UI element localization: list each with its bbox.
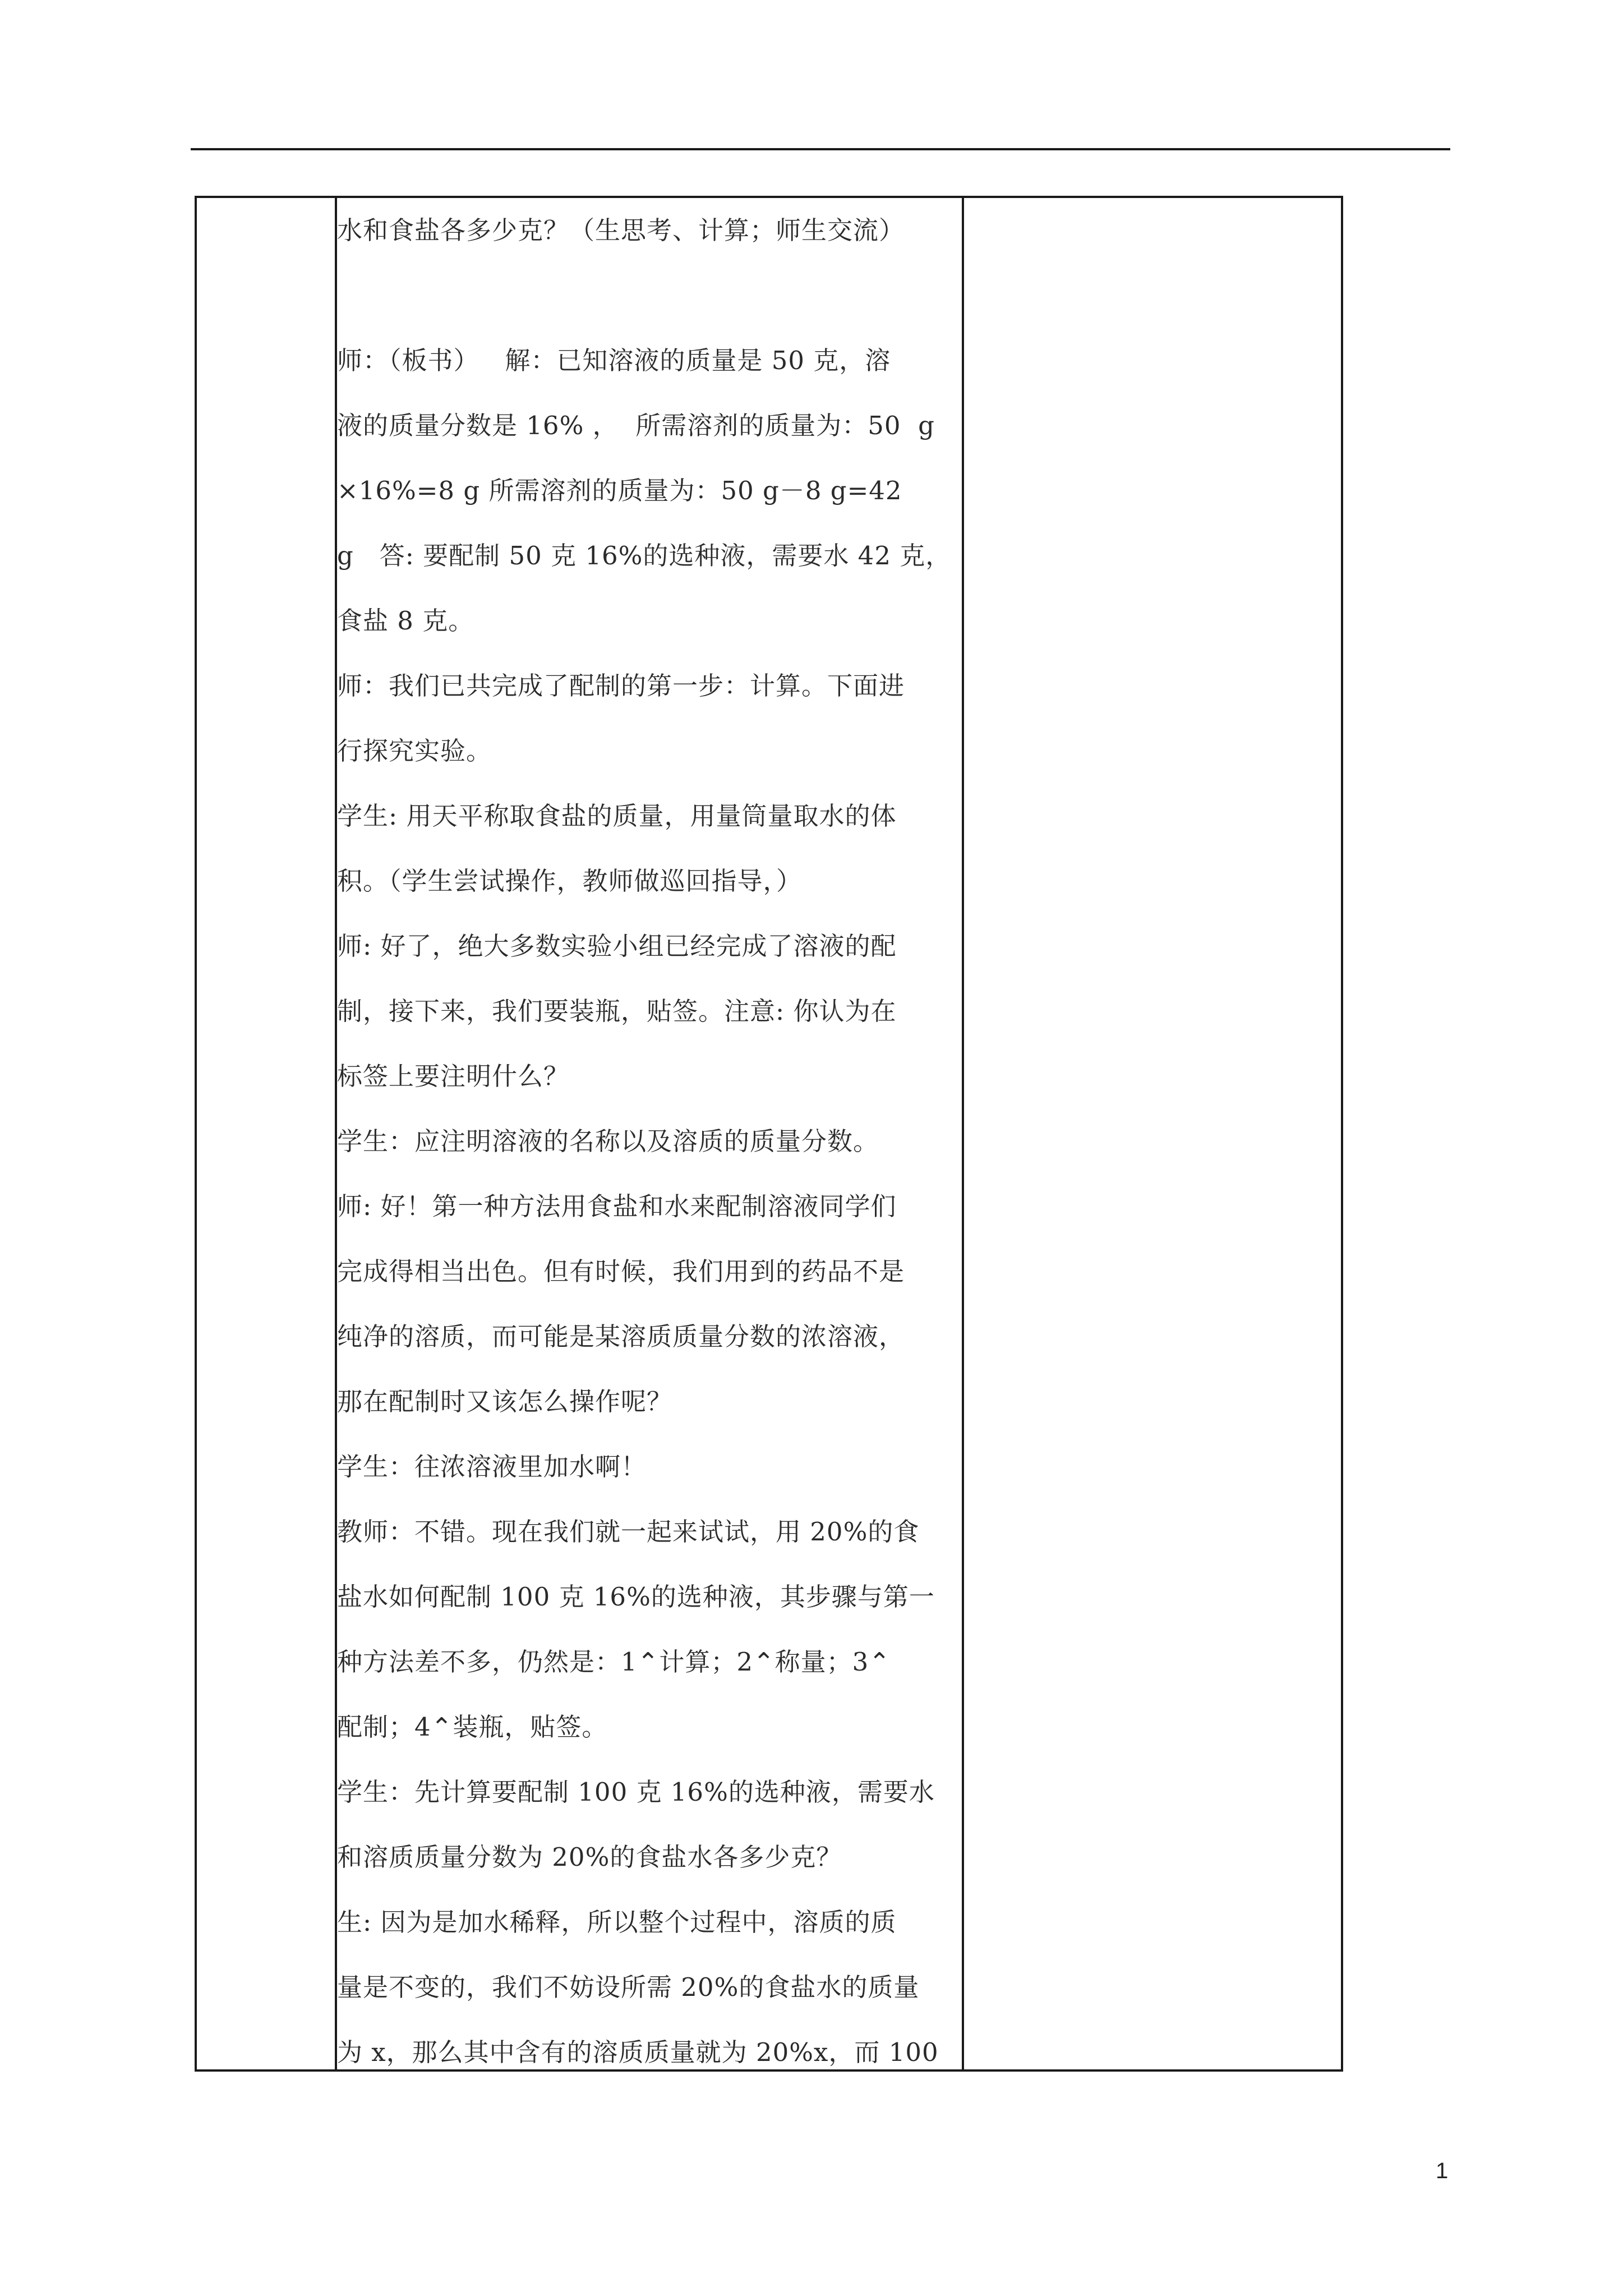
text-line: 盐水如何配制 100 克 16%的选种液，其步骤与第一 [337, 1582, 935, 1612]
text-line: 师: 好了，绝大多数实验小组已经完成了溶液的配 [337, 931, 897, 961]
text-line: g 答: 要配制 50 克 16%的选种液，需要水 42 克， [337, 541, 952, 570]
text-line: 师: 好！第一种方法用食盐和水来配制溶液同学们 [337, 1191, 897, 1221]
text-line: 标签上要注明什么？ [337, 1061, 570, 1091]
text-line: 师：（板书） 解：已知溶液的质量是 50 克，溶 [337, 346, 891, 375]
text-line: 为 x，那么其中含有的溶质质量就为 20%x，而 100 [337, 2037, 939, 2067]
text-line [337, 279, 964, 312]
page-number: 1 [1436, 2159, 1449, 2183]
text-line: 和溶质质量分数为 20%的食盐水各多少克？ [337, 1842, 842, 1872]
text-line: 液的质量分数是 16% ， 所需溶剂的质量为：50 g [337, 411, 935, 440]
table-column-left [197, 198, 337, 2069]
text-line: 积。（学生尝试操作，教师做巡回指导，） [337, 866, 803, 896]
table-column-content [337, 198, 964, 2069]
lesson-table [195, 196, 1343, 2072]
text-line: 水和食盐各多少克？（生思考、计算；师生交流） [337, 215, 905, 245]
text-line: 纯净的溶质，而可能是某溶质质量分数的浓溶液， [337, 1322, 905, 1351]
text-line: 教师：不错。现在我们就一起来试试，用 20%的食 [337, 1517, 920, 1547]
text-line: 学生: 用天平称取食盐的质量，用量筒量取水的体 [337, 801, 897, 831]
text-line: 食盐 8 克。 [337, 606, 474, 636]
text-line: 师：我们已共完成了配制的第一步：计算。下面进 [337, 671, 905, 701]
text-line: 学生：往浓溶液里加水啊！ [337, 1452, 647, 1481]
text-line: 行探究实验。 [337, 736, 492, 766]
text-line: ×16%=8 g 所需溶剂的质量为：50 g－8 g=42 [337, 476, 902, 505]
text-line: 制，接下来，我们要装瓶，贴签。注意: 你认为在 [337, 996, 897, 1026]
header-rule [191, 148, 1450, 150]
text-line: 配制；4⌃装瓶，贴签。 [337, 1712, 608, 1742]
table-column-right [964, 198, 1341, 2069]
text-line: 那在配制时又该怎么操作呢？ [337, 1387, 673, 1416]
text-line: 种方法差不多，仍然是：1⌃计算；2⌃称量；3⌃ [337, 1647, 891, 1677]
text-line: 学生：应注明溶液的名称以及溶质的质量分数。 [337, 1126, 879, 1156]
text-line: 完成得相当出色。但有时候，我们用到的药品不是 [337, 1257, 905, 1286]
text-line: 学生：先计算要配制 100 克 16%的选种液，需要水 [337, 1777, 935, 1807]
text-line: 生: 因为是加水稀释，所以整个过程中，溶质的质 [337, 1907, 897, 1937]
text-line: 量是不变的，我们不妨设所需 20%的食盐水的质量 [337, 1972, 920, 2002]
